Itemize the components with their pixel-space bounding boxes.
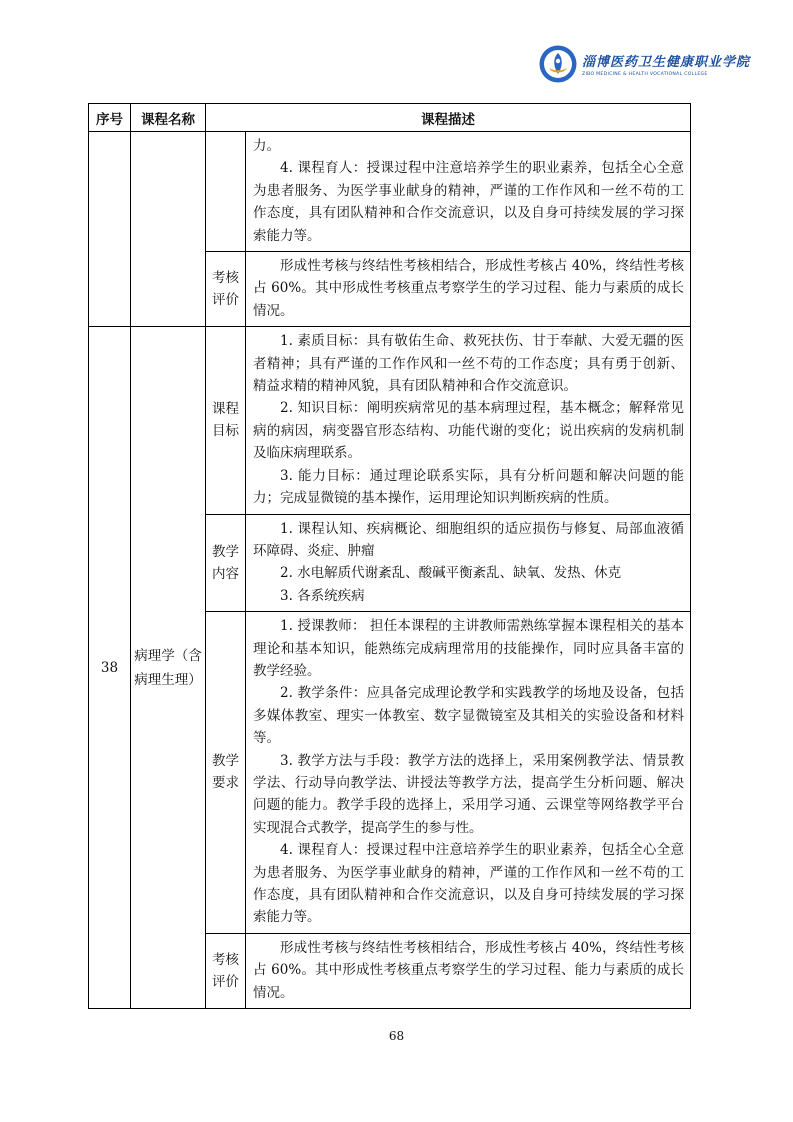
requirements-text <box>246 612 691 934</box>
college-logo <box>538 44 751 84</box>
continued-requirements <box>246 132 691 252</box>
objectives-label: 课程目标 <box>206 327 246 514</box>
paragraph: 1. 授课教师： 担任本课程的主讲教师需熟练掌握本课程相关的基本理论和基本知识，能熟练完成病理常用的技能操作，同时应具备丰富的教学经验。 <box>253 618 684 679</box>
paragraph: 1. 课程认知、疾病概论、细胞组织的适应损伤与修复、局部血液循环障碍、炎症、肿瘤 <box>253 520 684 559</box>
paragraph: 形成性考核与终结性考核相结合，形成性考核占 40%，终结性考核占 60%。其中形成性考核重点考察学生的学习过程、能力与素质的成长情况。 <box>253 258 684 319</box>
paragraph: 3. 能力目标：通过理论联系实际，具有分析问题和解决问题的能力；完成显微镜的基本操作，运用理论知识判断疾病的性质。 <box>253 467 684 507</box>
paragraph: 4. 课程育人：授课过程中注意培养学生的职业素养，包括全心全意为患者服务、为医学事业献身的精神，严谨的工作作风和一丝不苟的工作态度，具有团队精神和合作交流意识，以及自身可持续发展的学习探索能力等。 <box>253 842 684 926</box>
school-name-en: ZIBO MEDICINE & HEALTH VOCATIONAL COLLEGE <box>582 72 708 77</box>
table-row <box>89 132 691 252</box>
content-label: 教学内容 <box>206 514 246 612</box>
paragraph: 2. 知识目标：阐明疾病常见的基本病理过程，基本概念；解释常见病的病因，病变器官形态结构、功能代谢的变化；说出疾病的发病机制及临床病理联系。 <box>253 400 684 462</box>
page-number: 68 <box>388 1029 405 1043</box>
paragraph: 2. 水电解质代谢紊乱、酸碱平衡紊乱、缺氧、发热、休克 <box>280 565 622 582</box>
header-course-name: 课程名称 <box>131 104 206 132</box>
continued-label-cell <box>206 132 246 252</box>
paragraph: 3. 各系统疾病 <box>280 587 365 604</box>
assessment-label: 考核评价 <box>206 933 246 1008</box>
continued-number-cell <box>89 132 131 327</box>
school-name: 淄博医药卫生健康职业学院 <box>582 55 751 70</box>
assessment-text <box>246 933 691 1008</box>
table-header-row <box>89 104 691 132</box>
content-text <box>246 514 691 612</box>
paragraph: 力。 <box>253 138 280 154</box>
course-name: 病理学（含病理生理） <box>131 327 206 1009</box>
paragraph: 4. 课程育人：授课过程中注意培养学生的职业素养，包括全心全意为患者服务、为医学事业献身的精神，严谨的工作作风和一丝不苟的工作态度，具有团队精神和合作交流意识，以及自身可持续发展的学习探索能力等。 <box>253 160 684 244</box>
paragraph: 形成性考核与终结性考核相结合，形成性考核占 40%，终结性考核占 60%。其中形成性考核重点考察学生的学习过程、能力与素质的成长情况。 <box>253 939 684 1001</box>
header-number: 序号 <box>89 104 131 132</box>
paragraph: 1. 素质目标：具有敬佑生命、救死扶伤、甘于奉献、大爱无疆的医者精神；具有严谨的工作作风和一丝不苟的工作态度；具有勇于创新、精益求精的精神风貌，具有团队精神和合作交流意识。 <box>253 333 684 395</box>
assessment-label: 考核评价 <box>206 252 246 327</box>
continued-name-cell <box>131 132 206 327</box>
paragraph: 3. 教学方法与手段：教学方法的选择上，采用案例教学法、情景教学法、行动导向教学法、讲授法等教学方法，提高学生分析问题、解决问题的能力。教学手段的选择上，采用学习通、云课堂等网络教学平台实现混合式教学，提高学生的参与性。 <box>253 752 684 836</box>
college-emblem-icon <box>538 44 578 84</box>
requirements-label: 教学要求 <box>206 612 246 934</box>
assessment-text <box>246 252 691 327</box>
paragraph: 2. 教学条件：应具备完成理论教学和实践教学的场地及设备，包括多媒体教室、理实一体教室、数字显微镜室及其相关的实验设备和材料等。 <box>253 685 684 747</box>
objectives-text <box>246 327 691 514</box>
header-course-desc: 课程描述 <box>206 104 691 132</box>
table-row <box>89 327 691 514</box>
course-table <box>88 103 691 1009</box>
course-number: 38 <box>89 327 131 1009</box>
